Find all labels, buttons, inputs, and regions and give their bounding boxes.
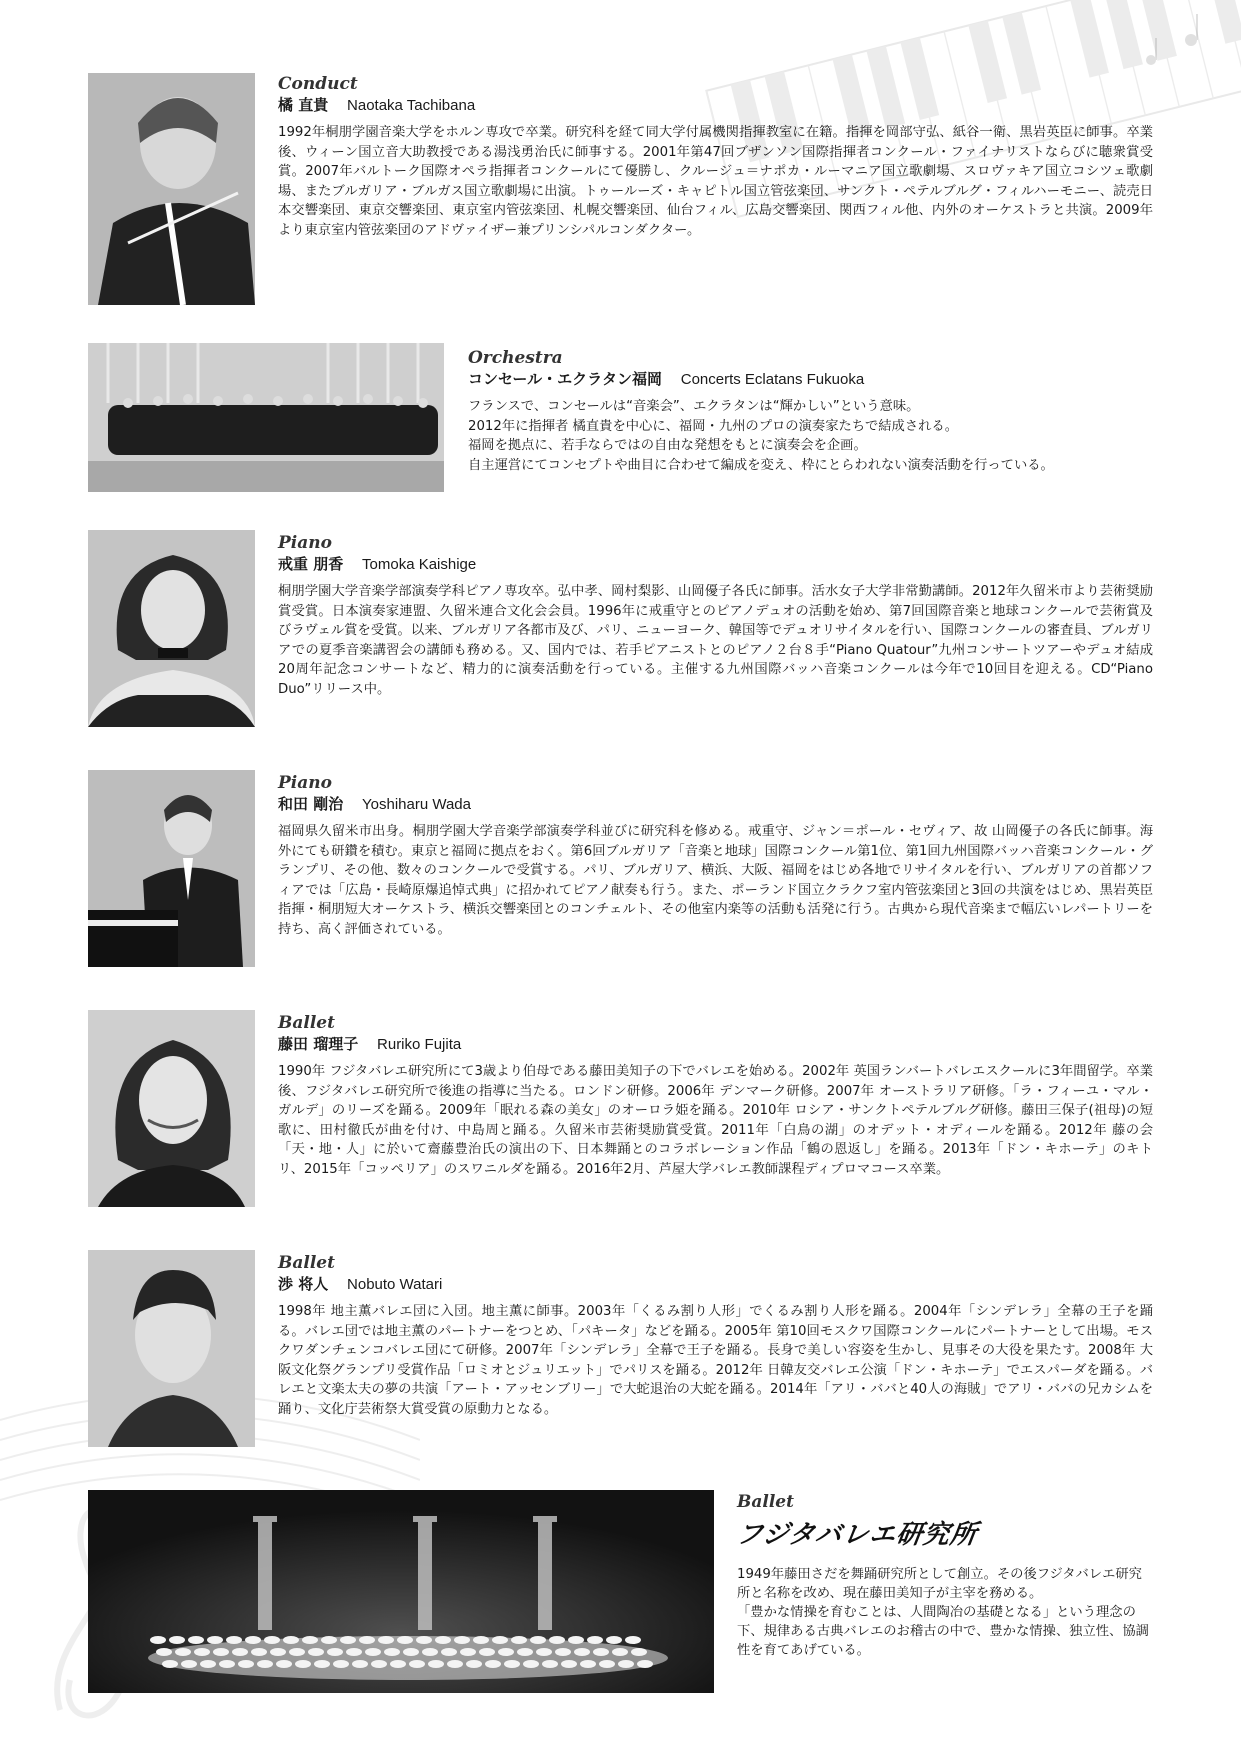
- biography: 1949年藤田さだを舞踊研究所として創立。その後フジタバレエ研究所と名称を改め、現在藤田美知子が主宰を務める。 「豊かな情操を育むことは、人間陶冶の基礎となる」という理念の下、規律ある古典バレエのお稽古の中で、豊かな情操、独立性、協調性を育てあげている。: [737, 1567, 1149, 1658]
- name-english: Concerts Eclatans Fukuoka: [680, 371, 865, 388]
- ensemble-name: [468, 368, 1158, 391]
- conductor-portrait-icon: [88, 73, 255, 305]
- role-label: Orchestra: [468, 348, 563, 368]
- ballet-stage-icon: [88, 1490, 714, 1693]
- biography: 1992年桐朋学園音楽大学をホルン専攻で卒業。研究科を経て同大学付属機関指揮教室に在籍。指揮を岡部守弘、紙谷一衛、黒岩英臣に師事。卒業後、ウィーン国立音大助教授である湯浅勇治氏に師事する。2001年第47回ブザンソン国際指揮者コンクール・ファイナリストならびに聴衆賞受賞。2007年バルトーク国際オペラ指揮者コンクールにて優勝し、クルージュ＝ナポカ・ルーマニア国立歌劇場、スロヴァキア国立コシツェ歌劇場、またブルガリア・ブルガス国立歌劇場に出演。トゥールーズ・キャピトル国立管弦楽団、サンクト・ペテルブルグ・フィルハーモニー、読売日本交響楽団、東京交響楽団、東京室内管弦楽団、札幌交響楽団、仙台フィル、広島交響楽団、関西フィル他、内外のオーケストラと共演。2009年より東京室内管弦楽団のアドヴァイザー兼プリンシパルコンダクター。: [278, 125, 1153, 238]
- fujita-ballet-logo: フジタバレエ研究所: [734, 1520, 980, 1550]
- name-english: Yoshiharu Wada: [362, 796, 471, 813]
- biography: 1998年 地主薫バレエ団に入団。地主薫に師事。2003年「くるみ割り人形」でくるみ割り人形を踊る。2004年「シンデレラ」全幕の王子を踊る。バレエ団では地主薫のパートナーをつとめ、「パキータ」などを踊る。2005年 第10回モスクワ国際コンクールにパートナーとして出場。モスクワダンチェンコバレエ団にて研修。2007年「シンデレラ」全幕で王子を踊る。長身で美しい容姿を生かし、見事その大役を果たす。2008年 大阪文化祭グランプリ受賞作品「ロミオとジュリエット」でパリスを踊る。2012年 日韓友交バレエ公演「ドン・キホーテ」でエスパーダを踊る。バレエと文楽太夫の夢の共演「アート・アッセンブリー」で大蛇退治の大蛇を踊る。2014年「アリ・ババと40人の海賊」でアリ・ババの兄カシムを踊り、文化庁芸術祭大賞受賞の原動力となる。: [278, 1304, 1153, 1417]
- name-english: Nobuto Watari: [347, 1276, 443, 1293]
- pianist-at-piano-icon: [88, 770, 255, 967]
- dancer-nobuto-photo: [88, 1250, 255, 1447]
- name-japanese: 渉 将人: [278, 1275, 329, 1293]
- performer-name: [278, 1273, 1153, 1296]
- name-english: Naotaka Tachibana: [347, 97, 476, 114]
- orchestra-stage-icon: [88, 343, 444, 492]
- role-label: Piano: [278, 773, 332, 793]
- ballerina-ruriko-photo: [88, 1010, 255, 1207]
- biography: 1990年 フジタバレエ研究所にて3歳より伯母である藤田美知子の下でバレエを始める。2002年 英国ランバートバレエスクールに3年間留学。卒業後、フジタバレエ研究所で後進の指導に当たる。ロンドン研修。2006年 デンマーク研修。2007年 オーストラリア研修。「ラ・フィーユ・マル・ガルデ」のリーズを踊る。2009年「眠れる森の美女」のオーロラ姫を踊る。2010年 ロシア・サンクトペテルブルグ研修。藤田三保子(祖母)の短歌に、田村徹氏が曲を付け、中島周と踊る。久留米市芸術奨励賞受賞。2011年「白鳥の湖」のオデット・オディールを踊る。2012年 藤の会「天・地・人」に於いて齋藤豊治氏の演出の下、日本舞踊とのコラボレーション作品「鶴の恩返し」を踊る。2013年「ドン・キホーテ」のキトリ、2015年「コッペリア」のスワニルダを踊る。2016年2月、芦屋大学バレエ教師課程ディプロマコース卒業。: [278, 1064, 1153, 1177]
- ballerina-portrait-icon: [88, 1010, 255, 1207]
- name-english: Ruriko Fujita: [377, 1036, 462, 1053]
- dancer-portrait-icon: [88, 1250, 255, 1447]
- role-label: Ballet: [278, 1253, 335, 1273]
- name-english: Tomoka Kaishige: [362, 556, 477, 573]
- name-japanese: 和田 剛治: [278, 795, 344, 813]
- performer-name: [278, 793, 1153, 816]
- performer-name: [278, 94, 1153, 117]
- role-label: Ballet: [737, 1492, 794, 1512]
- role-label: Piano: [278, 533, 332, 553]
- ballet-stage-photo: [88, 1490, 714, 1693]
- pianist-yoshiharu-photo: [88, 770, 255, 967]
- name-japanese: 戒重 朋香: [278, 555, 344, 573]
- pianist-portrait-icon: [88, 530, 255, 727]
- name-japanese: コンセール・エクラタン福岡: [468, 370, 662, 388]
- role-label: Ballet: [278, 1013, 335, 1033]
- orchestra-photo: [88, 343, 444, 492]
- pianist-tomoka-photo: [88, 530, 255, 727]
- performer-name: [278, 1033, 1153, 1056]
- name-japanese: 橘 直貴: [278, 96, 329, 114]
- performer-name: [278, 553, 1153, 576]
- biography: 桐朋学園大学音楽学部演奏学科ピアノ専攻卒。弘中孝、岡村梨影、山岡優子各氏に師事。活水女子大学非常勤講師。2012年久留米市より芸術奨励賞受賞。日本演奏家連盟、久留米連合文化会会員。1996年に戒重守とのピアノデュオの活動を始め、第7回国際音楽と地球コンクールで芸術賞及びラヴェル賞を受賞。以来、ブルガリア各都市及び、パリ、ニューヨーク、韓国等でデュオリサイタルを行い、国際コンクールの審査員、ブルガリアでの夏季音楽講習会の講師も務める。又、国内では、若手ピアニストとのピアノ２台８手“Piano Quatour”九州コンサートツアーやデュオ結成20周年記念コンサートなど、精力的に演奏活動を行っている。主催する九州国際バッハ音楽コンクールは今年で10回目を迎える。CD“Piano Duo”リリース中。: [278, 584, 1153, 697]
- role-label: Conduct: [278, 74, 358, 94]
- name-japanese: 藤田 瑠理子: [278, 1035, 359, 1053]
- biography: 福岡県久留米市出身。桐朋学園大学音楽学部演奏学科並びに研究科を修める。戒重守、ジャン＝ポール・セヴィア、故 山岡優子の各氏に師事。海外にても研鑽を積む。東京と福岡に拠点をおく。第6回ブルガリア「音楽と地球」国際コンクール第1位、第1回九州国際バッハ音楽コンクール・グランプリ、その他、数々のコンクールで受賞する。パリ、ブルガリア、横浜、大阪、福岡をはじめ各地でリサイタルを行い、ブルガリアの首都ソフィアでは「広島・長崎原爆追悼式典」に招かれてピアノ献奏も行う。また、ポーランド国立クラクフ室内管弦楽団と3回の共演をはじめ、黒岩英臣指揮・桐朋短大オーケストラ、横浜交響楽団とのコンチェルト、その他室内楽等の活動も活発に行う。古典から現代音楽まで幅広いレパートリーを持ち、高く評価されている。: [278, 824, 1153, 937]
- biography: フランスで、コンセールは“音楽会”、エクラタンは“輝かしい”という意味。 2012年に指揮者 橘直貴を中心に、福岡・九州のプロの演奏家たちで結成される。 福岡を拠点に、若手ならではの自由な発想をもとに演奏会を企画。 自主運営にてコンセプトや曲目に合わせて編成を変え、枠にとらわれない演奏活動を行っている。: [468, 399, 1054, 473]
- conductor-photo: [88, 73, 255, 305]
